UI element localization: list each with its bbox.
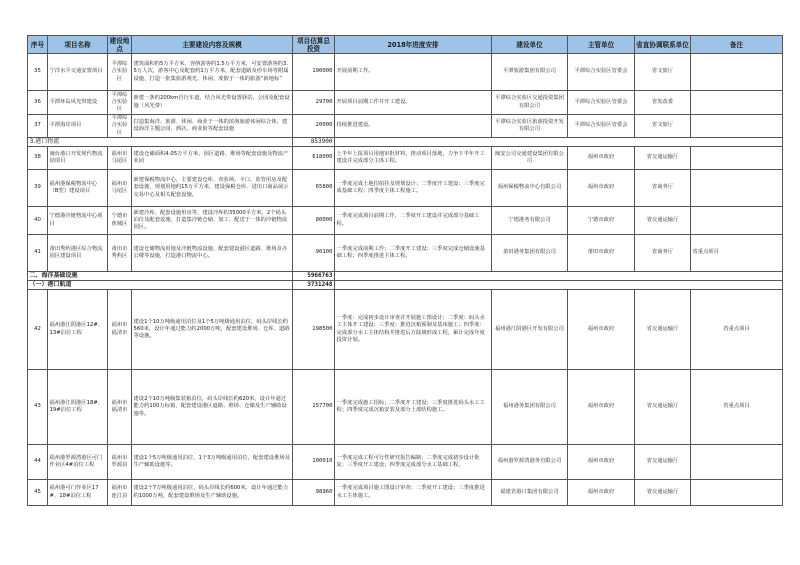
cell-authority: 莆田市政府 xyxy=(568,235,635,272)
cell-schedule: 一季度完成项目施工图设计审查；二季度开工建设；三季度推进水工主体施工。 xyxy=(335,480,492,506)
cell-name: 宁德港冷链物流中心项目 xyxy=(48,207,108,235)
cell-schedule: 一季度完成项目前期工作，二季度开工建设并完成部分基础工程。 xyxy=(335,207,492,235)
cell-name: 福州港可门作业区17#、18#泊位工程 xyxy=(48,480,108,506)
cell-content: 新建冷库、配套设施用房等，建设冷库约35000平方米，2个码头泊位及配套设施，打造集冷链仓储、加工、配送于一体的冷链物流园区。 xyxy=(132,207,293,235)
cell-builder: 福建省港口集团有限公司 xyxy=(492,480,568,506)
cell-name: 莆田秀屿港区综合物流园区建设项目 xyxy=(48,235,108,272)
header-coord: 省直协调联系单位 xyxy=(635,36,691,54)
cell-investment: 65800 xyxy=(293,170,335,207)
cell-authority: 福州市政府 xyxy=(568,147,635,170)
cell-builder: 福州港务集团有限公司 xyxy=(492,370,568,445)
cell-no: 45 xyxy=(28,480,48,506)
cell-schedule: 持续推进建设。 xyxy=(335,115,492,138)
section-label: 二、海洋基础设施 xyxy=(28,272,293,281)
subsection-label: （一）港口航道 xyxy=(28,281,293,290)
section-row xyxy=(28,272,783,281)
cell-builder: 福州港江阴港区开发有限公司 xyxy=(492,290,568,370)
cell-note xyxy=(691,170,783,207)
cell-location: 平潭综合实验区 xyxy=(108,91,132,115)
cell-coord: 省交通运输厅 xyxy=(635,147,691,170)
cell-name: 平潭环岛风光带建设 xyxy=(48,91,108,115)
cell-content: 建设仓储物流用地及冷链物流设施，配套建设港区道路、堆场及办公楼等设施，打造港口物流中心。 xyxy=(132,235,293,272)
cell-note xyxy=(691,115,783,138)
cell-name: 平潭海岸项目 xyxy=(48,115,108,138)
cell-coord: 省商务厅 xyxy=(635,170,691,207)
cell-coord: 省商务厅 xyxy=(635,235,691,272)
cell-investment: 98960 xyxy=(293,480,335,506)
cell-builder: 福州港罗源湾港务有限公司 xyxy=(492,445,568,480)
cell-coord: 省交通运输厅 xyxy=(635,445,691,480)
cell-schedule: 一季度完成前期工作；二季度开工建设；三季度完成仓储设施基础工程；四季度推进主体工程。 xyxy=(335,235,492,272)
cell-investment: 29700 xyxy=(293,91,335,115)
cell-builder: 平潭综合实验区交通投资集团有限公司 xyxy=(492,91,568,115)
cell-investment: 80000 xyxy=(293,207,335,235)
cell-location: 福州市连江县 xyxy=(108,480,132,506)
cell-content: 建设2个10万吨级集装箱泊位，码头岸线长约620米，设计年通过能力约100万标箱，配套建设港区道路、堆场、仓储及生产辅助设施等。 xyxy=(132,370,293,445)
cell-note: 省重点项目 xyxy=(691,235,783,272)
cell-builder: 莆田港务集团有限公司 xyxy=(492,235,568,272)
cell-note: 省重点项目 xyxy=(691,290,783,370)
section-label: 3.港口物流 xyxy=(28,138,293,147)
table-row xyxy=(28,147,783,170)
cell-authority: 平潭综合实验区管委会 xyxy=(568,91,635,115)
section-row xyxy=(28,138,783,147)
cell-coord: 省交通运输厅 xyxy=(635,480,691,506)
cell-note xyxy=(691,207,783,235)
table-row xyxy=(28,170,783,207)
cell-authority: 福州市政府 xyxy=(568,480,635,506)
header-authority: 主管单位 xyxy=(568,36,635,54)
cell-content: 建筑面积约5万平方米，容纳游客约1.5万平方米，可安置游客约3.5万人次，游客中心及配套约1万平方米，配套道路及停车场等附属设施，打造一批集旅游观光、休闲、度假于一体的旅游“新地标” xyxy=(132,54,293,91)
cell-location: 平潭综合实验区 xyxy=(108,54,132,91)
project-table xyxy=(27,35,783,506)
project-table-sheet xyxy=(27,35,782,506)
cell-schedule: 一季度完成施工招标；二季度开工建设；三季度推进码头水工工程；四季度完成沉箱安装及部分上部结构施工。 xyxy=(335,370,492,445)
cell-investment: 198500 xyxy=(293,290,335,370)
cell-content: 建设仓储面积4.05万平方米，园区道路、堆场等配套设施及物流产业园 xyxy=(132,147,293,170)
cell-content: 建设2个7万吨级通用泊位，码头岸线长约600米，设计年通过能力约1000万吨，配套建设堆场及生产辅助设施。 xyxy=(132,480,293,506)
cell-location: 莆田市秀屿区 xyxy=(108,235,132,272)
section-investment: 853900 xyxy=(293,138,335,147)
cell-note xyxy=(691,480,783,506)
cell-coord: 省文旅厅 xyxy=(635,54,691,91)
cell-no: 44 xyxy=(28,445,48,480)
cell-authority: 福州市政府 xyxy=(568,290,635,370)
cell-no: 42 xyxy=(28,290,48,370)
cell-content: 建设1个5万吨级通用泊位，1个3万吨级通用泊位，配套建设堆场及生产辅助设施等。 xyxy=(132,445,293,480)
table-row xyxy=(28,445,783,480)
cell-note: 省重点项目 xyxy=(691,370,783,445)
cell-authority: 福州市政府 xyxy=(568,370,635,445)
cell-location: 宁德市蕉城区 xyxy=(108,207,132,235)
cell-coord: 省发改委 xyxy=(635,91,691,115)
cell-investment: 20000 xyxy=(293,115,335,138)
table-row xyxy=(28,54,783,91)
cell-name: 宁洋水平交通安置项目 xyxy=(48,54,108,91)
cell-builder: 闽安公司交通建设集团有限公司 xyxy=(492,147,568,170)
cell-authority: 平潭综合实验区管委会 xyxy=(568,115,635,138)
table-row xyxy=(28,480,783,506)
cell-investment: 190000 xyxy=(293,54,335,91)
header-no: 序号 xyxy=(28,36,48,54)
cell-builder: 宁德港务有限公司 xyxy=(492,207,568,235)
cell-location: 福州市马尾区 xyxy=(108,147,132,170)
cell-no: 40 xyxy=(28,207,48,235)
cell-schedule: 一季度完成工程可行性研究报告编制；二季度完成初步设计批复；三季度开工建设；四季度完成部分水工基础工程。 xyxy=(335,445,492,480)
cell-name: 福州港罗源湾港区可门作业区4#泊位工程 xyxy=(48,445,108,480)
cell-investment: 157700 xyxy=(293,370,335,445)
cell-investment: 100010 xyxy=(293,445,335,480)
cell-investment: 90100 xyxy=(293,235,335,272)
subsection-row xyxy=(28,281,783,290)
table-row xyxy=(28,290,783,370)
cell-schedule: 开展前期工作。 xyxy=(335,54,492,91)
cell-content: 打造集海洋、旅游、休闲、商业于一体的滨海旅游休闲综合体，建设海洋主题公园、酒店、商业街等配套设施 xyxy=(132,115,293,138)
cell-coord: 省文旅厅 xyxy=(635,115,691,138)
header-name: 项目名称 xyxy=(48,36,108,54)
cell-note xyxy=(691,445,783,480)
header-content: 主要建设内容及规模 xyxy=(132,36,293,54)
cell-investment: 618000 xyxy=(293,147,335,170)
cell-builder: 平潭综合实验区旅游投资开发有限公司 xyxy=(492,115,568,138)
cell-content: 建设1个10万吨级通用泊位及1个5万吨级通用泊位，码头岸线长约560米，设计年通过能力约2000万吨，配套建设堆场、仓库、道路等设施。 xyxy=(132,290,293,370)
cell-note xyxy=(691,91,783,115)
cell-builder: 平潭旅游集团有限公司 xyxy=(492,54,568,91)
cell-schedule: 一季度：完成初步设计审查并开展施工图设计；二季度：码头水工主体开工建设；三季度：推进沉箱预制及基床施工；四季度：完成部分水工主体结构并推进后方陆域形成工程，累计完成年度投资计划。 xyxy=(335,290,492,370)
table-row xyxy=(28,207,783,235)
cell-location: 福州市马尾区 xyxy=(108,170,132,207)
cell-location: 福州市罗源县 xyxy=(108,445,132,480)
table-row xyxy=(28,235,783,272)
cell-no: 39 xyxy=(28,170,48,207)
cell-authority: 福州市政府 xyxy=(568,170,635,207)
cell-coord: 省交通运输厅 xyxy=(635,207,691,235)
cell-content: 新建一条约200km自行车道，结合风光带设置驿站、公园及配套设施（风光带） xyxy=(132,91,293,115)
section-investment: 5966763 xyxy=(293,272,335,281)
cell-name: 福州港保税物流中心（B型）建设项目 xyxy=(48,170,108,207)
cell-content: 新建保税物流中心，主要建设仓库、查验场、卡口、监管用房及配套设施，规划用地约15万平方米，建设保税仓库、进出口商品展示交易中心及相关配套设施。 xyxy=(132,170,293,207)
cell-authority: 福州市政府 xyxy=(568,445,635,480)
cell-location: 福州市福清市 xyxy=(108,290,132,370)
cell-name: 福州港江阴港区12#、13#泊位工程 xyxy=(48,290,108,370)
cell-no: 36 xyxy=(28,91,48,115)
header-schedule: 2018年进度安排 xyxy=(335,36,492,54)
cell-authority: 平潭综合实验区管委会 xyxy=(568,54,635,91)
cell-coord: 省交通运输厅 xyxy=(635,290,691,370)
cell-schedule: 一季度完成土地招拍挂及规划设计；二季度开工建设；三季度完成基础工程；四季度主体工程施工。 xyxy=(335,170,492,207)
subsection-investment: 3731248 xyxy=(293,281,335,290)
cell-schedule: 上半年上报项目用地审批材料，推动项目落地，力争下半年开工建设并完成部分主体工程。 xyxy=(335,147,492,170)
header-investment: 项目估算总投资 xyxy=(293,36,335,54)
table-row xyxy=(28,91,783,115)
cell-note xyxy=(691,54,783,91)
cell-builder: 福州保税物流中心有限公司 xyxy=(492,170,568,207)
cell-note xyxy=(691,147,783,170)
cell-coord: 省交通运输厅 xyxy=(635,370,691,445)
cell-no: 43 xyxy=(28,370,48,445)
cell-no: 37 xyxy=(28,115,48,138)
cell-location: 福州市福清市 xyxy=(108,370,132,445)
cell-location: 平潭综合实验区 xyxy=(108,115,132,138)
cell-authority: 宁德市政府 xyxy=(568,207,635,235)
header-note: 备注 xyxy=(691,36,783,54)
cell-schedule: 开展项目前期工作并开工建设。 xyxy=(335,91,492,115)
table-header-row xyxy=(28,36,783,54)
cell-no: 35 xyxy=(28,54,48,91)
table-row xyxy=(28,115,783,138)
cell-no: 38 xyxy=(28,147,48,170)
cell-name: 福州港江阴港区18#、19#泊位工程 xyxy=(48,370,108,445)
cell-no: 41 xyxy=(28,235,48,272)
table-row xyxy=(28,370,783,445)
header-builder: 建设单位 xyxy=(492,36,568,54)
header-location: 建设地点 xyxy=(108,36,132,54)
cell-name: 闽台港口开发现代物流园项目 xyxy=(48,147,108,170)
